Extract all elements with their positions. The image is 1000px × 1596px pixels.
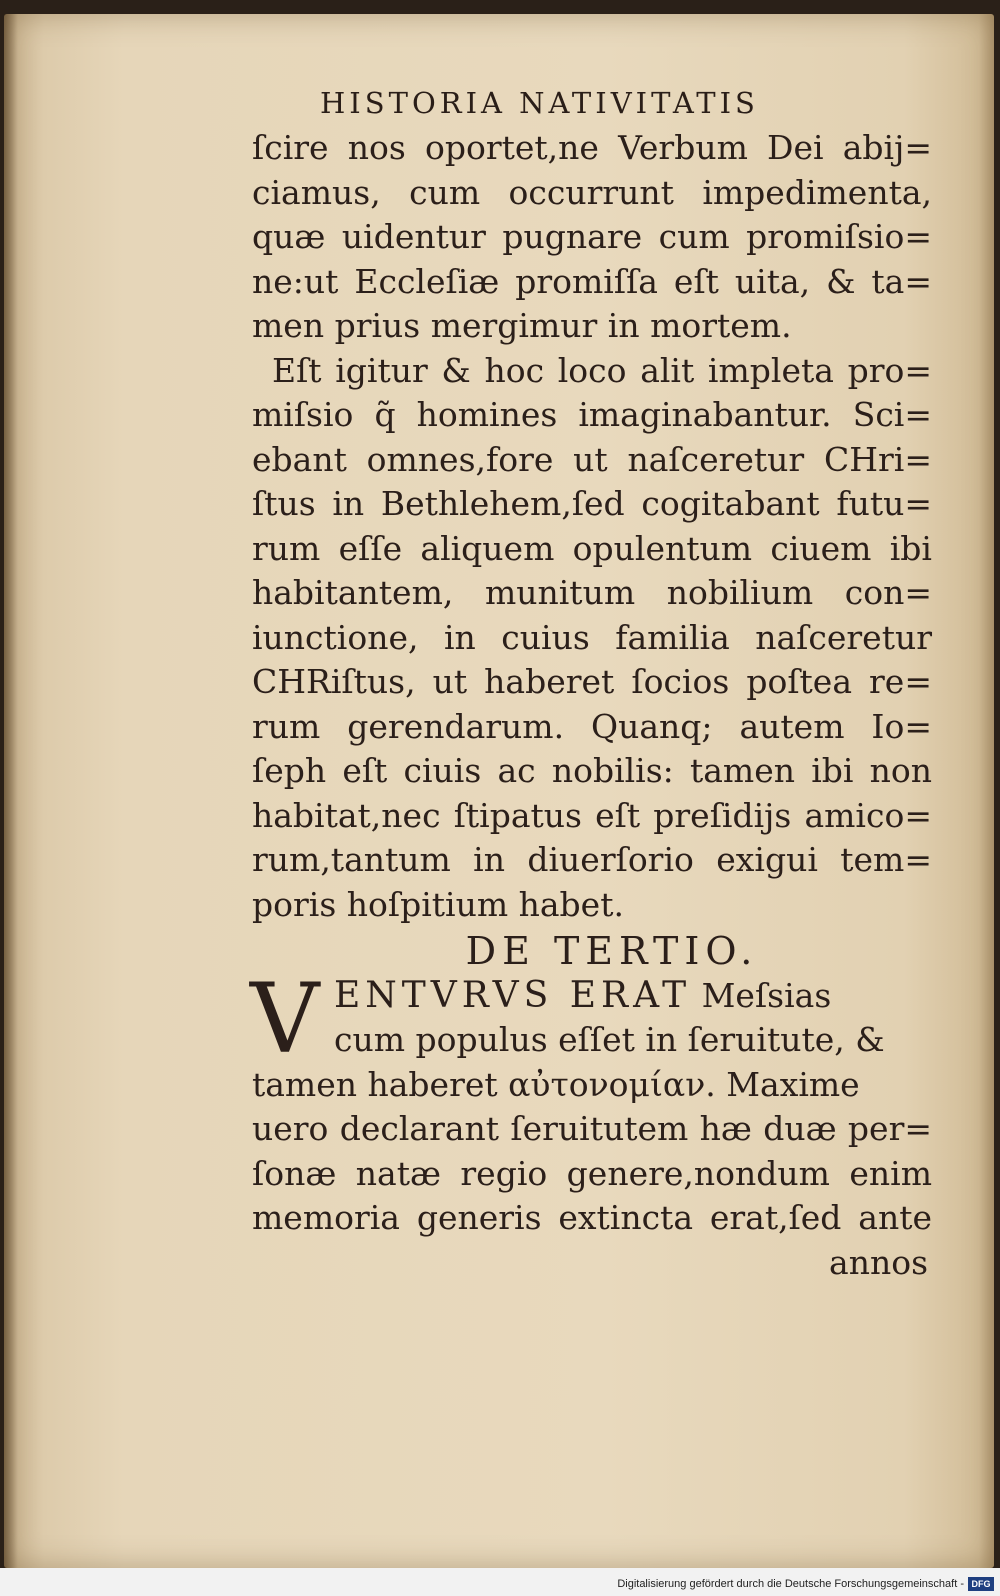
- text-line: rum gerendarum. Quanq; autem Io=: [252, 706, 932, 746]
- text-line: uero declarant ſeruitutem hæ duæ per=: [252, 1109, 932, 1148]
- text-line: ſonæ natæ regio genere,nondum enim: [252, 1153, 932, 1193]
- text-line: ciamus, cum occurrunt impedimenta,: [252, 172, 932, 212]
- text-line: rum,tantum in diuerſorio exigui tem=: [252, 840, 932, 879]
- text-line: rum eſſe aliquem opulentum ciuem ibi: [252, 528, 932, 568]
- text-line: ne:ut Eccleſiæ promiſſa eſt uita, & ta=: [252, 261, 932, 301]
- text-line: ſeph eſt ciuis ac nobilis: tamen ibi non: [252, 751, 932, 790]
- main-text: [252, 126, 932, 1285]
- paragraph-2: [252, 349, 932, 928]
- text-line: cum populus eſſet in ſeruitute, &: [334, 1020, 885, 1059]
- text-line: memoria generis extincta erat,ſed ante: [252, 1198, 932, 1237]
- text-line: habitat,nec ſtipatus eſt preſidijs amico=: [252, 795, 932, 835]
- text-line: poris hoſpitium habet.: [252, 884, 624, 924]
- text-line: Eſt igitur & hoc loco alit impleta pro=: [272, 350, 932, 390]
- opening-capitals: ENTVRVS ERAT: [334, 974, 692, 1016]
- text-line: men prius mergimur in mortem.: [252, 306, 792, 345]
- text-line: ſcire nos oportet,ne Verbum Dei abij=: [252, 128, 932, 167]
- section-heading: DE TERTIO.: [465, 929, 759, 973]
- drop-capital: V: [250, 962, 320, 1075]
- text-line: ſtus in Bethlehem,ſed cogitabant futu=: [252, 484, 932, 523]
- text-line: habitantem, munitum nobilium con=: [252, 573, 932, 612]
- text-line: [252, 974, 932, 1019]
- text-line: iunctione, in cuius familia naſceretur: [252, 617, 932, 657]
- dfg-logo[interactable]: DFG: [968, 1577, 994, 1591]
- text-line: miſsio q̃ homines imaginabantur. Sci=: [252, 395, 932, 434]
- text-line: quæ uidentur pugnare cum promiſsio=: [252, 217, 932, 256]
- footer-credit: Digitalisierung gefördert durch die Deutsche Forschungsgemeinschaft -: [617, 1578, 964, 1590]
- opening-rest: Meſsias: [691, 975, 832, 1015]
- paragraph-3: [250, 962, 932, 1241]
- text-line: ebant omnes,fore ut naſceretur CHri=: [252, 439, 932, 479]
- running-head: HISTORIA NATIVITATIS: [320, 86, 759, 120]
- catchword: annos: [829, 1242, 928, 1282]
- text-line: CHRiſtus, ut haberet ſocios poſtea re=: [252, 662, 932, 701]
- paragraph-1: [252, 126, 932, 349]
- text-line: tamen haberet αὐτονομίαν. Maxime: [252, 1064, 860, 1104]
- page-gutter-shadow: [4, 14, 18, 1568]
- footer-bar: [0, 1568, 1000, 1596]
